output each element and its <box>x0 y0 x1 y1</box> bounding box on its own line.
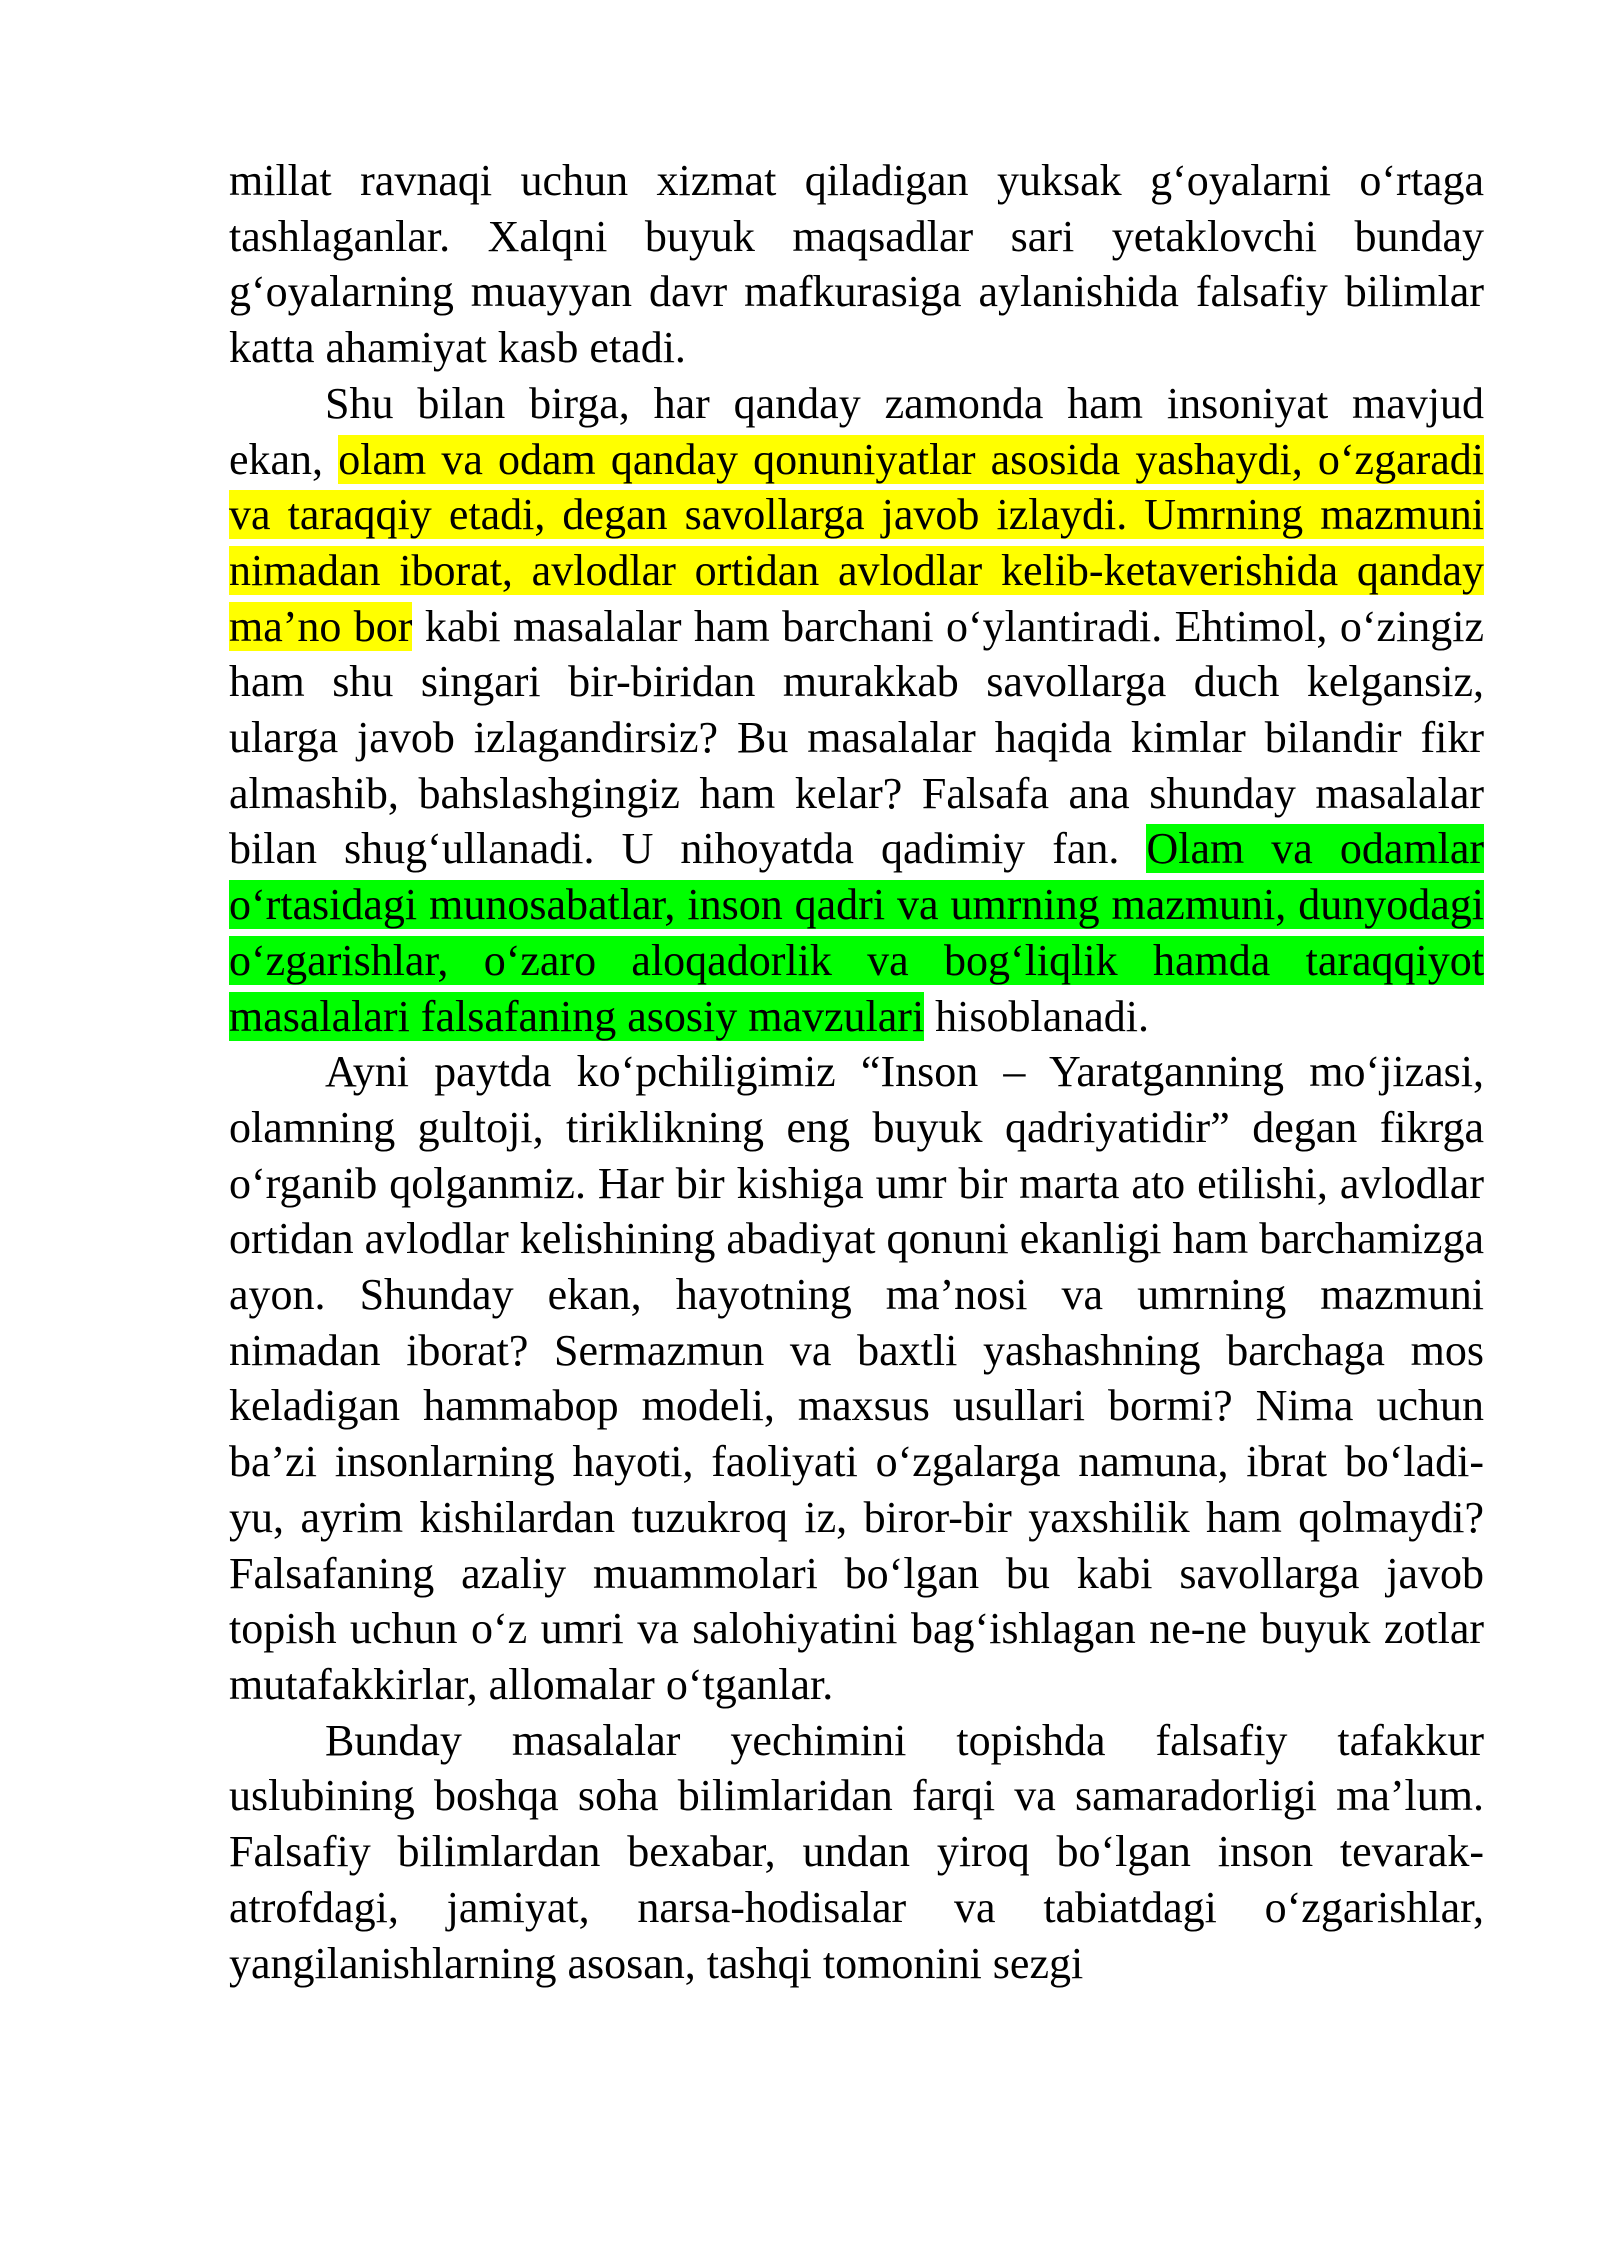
text-run: Shu bilan birga, har qanday zamonda ham insoniyat mavjud ekan, <box>229 378 1484 484</box>
text-run: Ayni paytda ko‘pchiligimiz “Inson – Yaratganning mo‘jizasi, olamning gultoji, tiriklikning eng buyuk qadriyatidir” degan fikrga o‘rganib qolganmiz. Har bir kishiga umr bir marta ato etilishi, avlodlar ortidan avlodlar kelishining abadiyat qonuni ekanligi ham barchamizga ayon. Shunday ekan, hayotning ma’nosi va umrning mazmuni nimadan iborat? Sermazmun va baxtli yashashning barchaga mos keladigan hammabop modeli, maxsus usullari bormi? Nima uchun ba’zi insonlarning hayoti, faoliyati o‘zgalarga namuna, ibrat bo‘ladi-yu, ayrim kishilardan tuzukroq iz, biror-bir yaxshilik ham qolmaydi? Falsafaning azaliy muammolari bo‘lgan bu kabi savollarga javob topish uchun o‘z umri va salohiyatini bag‘ishlagan ne-ne buyuk zotlar mutafakkirlar, allomalar o‘tganlar. <box>229 1047 1484 1709</box>
paragraph <box>229 1713 1484 1992</box>
paragraph <box>229 1044 1484 1712</box>
text-run: kabi masalalar ham barchani o‘ylantiradi. Ehtimol, o‘zingiz ham shu singari bir-biridan murakkab savollarga duch kelgansiz, ularga javob izlagandirsiz? Bu masalalar haqida kimlar bilandir fikr almashib, bahslashgingiz ham kelar? Falsafa ana shunday masalalar bilan shug‘ullanadi. U nihoyatda qadimiy fan. <box>229 601 1484 874</box>
yellow-highlighted-text: olam va odam qanday qonuniyatlar asosida yashaydi, o‘zgaradi va taraqqiy etadi, degan savollarga javob izlaydi. Umrning mazmuni nimadan iborat, avlodlar ortidan avlodlar kelib-ketaverishida qanday ma’no bor <box>229 434 1485 651</box>
text-run: Bunday masalalar yechimini topishda falsafiy tafakkur uslubining boshqa soha bilimlaridan farqi va samaradorligi ma’lum. Falsafiy bilimlardan bexabar, undan yiroq bo‘lgan inson tevarak-atrofdagi, jamiyat, narsa-hodisalar va tabiatdagi o‘zgarishlar, yangilanishlarning asosan, tashqi tomonini sezgi <box>229 1715 1484 1988</box>
paragraph <box>229 376 1484 1044</box>
paragraph <box>229 153 1484 376</box>
text-run: millat ravnaqi uchun xizmat qiladigan yuksak g‘oyalarni o‘rtaga tashlaganlar. Xalqni buyuk maqsadlar sari yetaklovchi bunday g‘oyalarning muayyan davr mafkurasiga aylanishida falsafiy bilimlar katta ahamiyat kasb etadi. <box>229 156 1484 373</box>
text-run: hisoblanadi. <box>924 991 1150 1041</box>
green-highlighted-text: Olam va odamlar o‘rtasidagi munosabatlar, inson qadri va umrning mazmuni, dunyodagi o‘zgarishlar, o‘zaro aloqadorlik va bog‘liqlik hamda taraqqiyot masalalari falsafaning asosiy mavzulari <box>229 824 1484 1041</box>
body-text <box>229 153 1484 1991</box>
